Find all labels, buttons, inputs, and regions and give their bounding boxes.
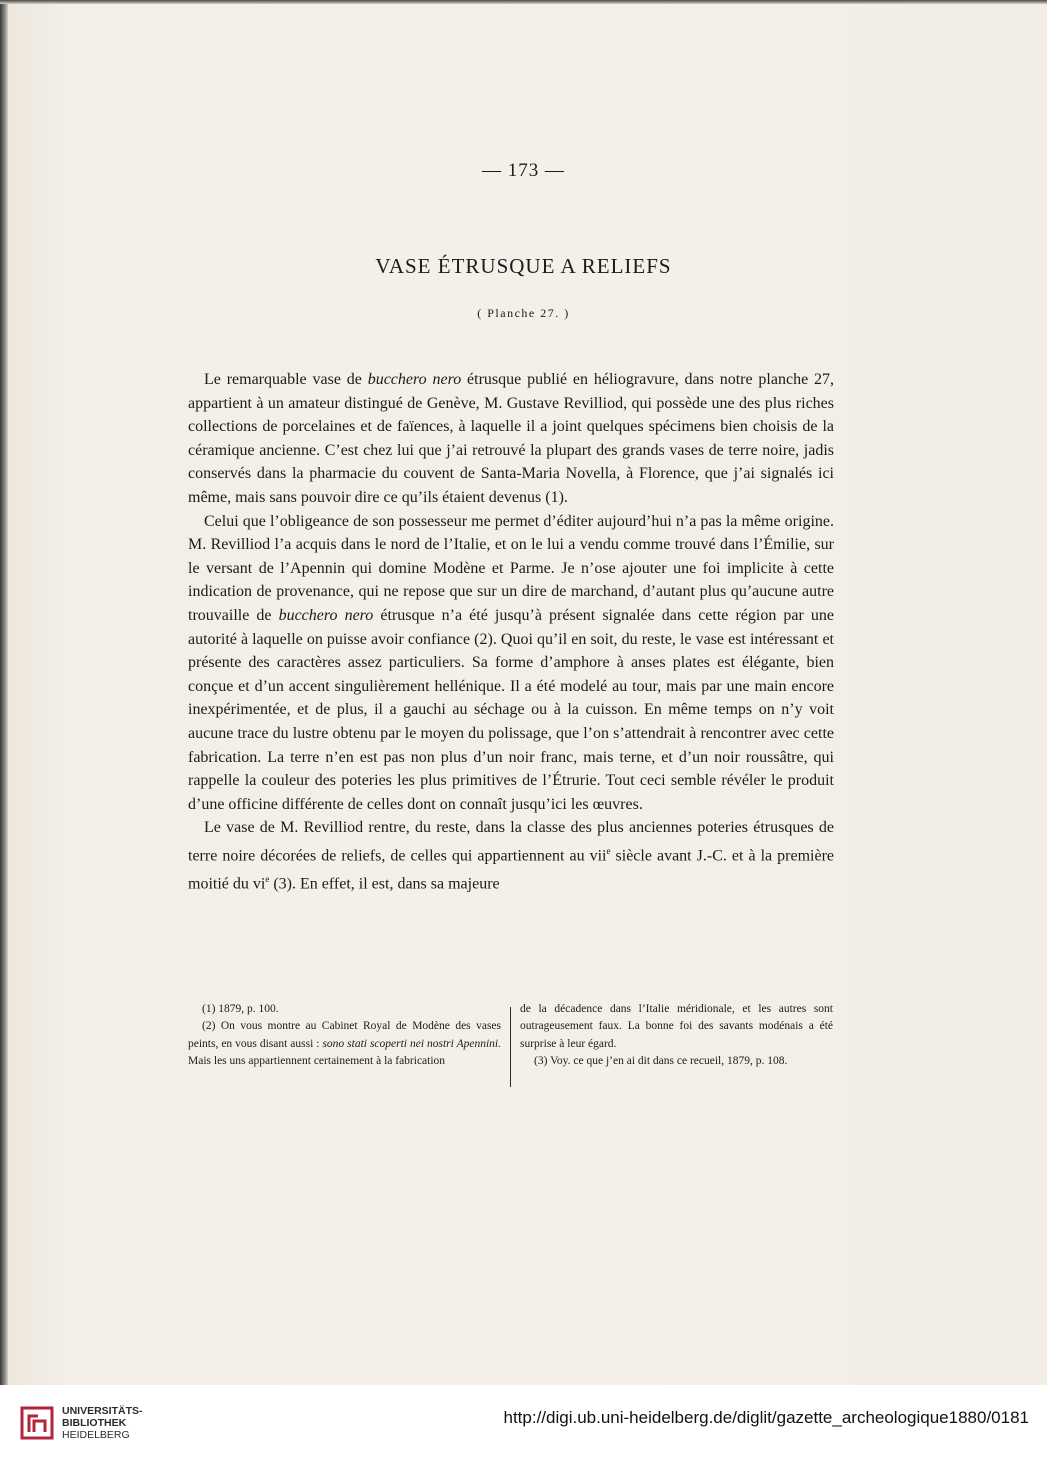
library-footer xyxy=(0,1385,1047,1461)
footnotes-left-column xyxy=(188,1001,501,1087)
text-run: siècle avant J.-C. et à la première moitié du xyxy=(188,847,835,893)
superscript: e xyxy=(606,845,611,856)
footnote-2 xyxy=(188,1018,501,1070)
century-numeral: vii xyxy=(589,847,607,865)
paragraph-3 xyxy=(188,816,834,895)
paragraph-1 xyxy=(188,368,834,510)
superscript: e xyxy=(265,873,270,884)
footnote-3: (3) Voy. ce que j’en ai dit dans ce recueil, 1879, p. 108. xyxy=(534,1055,788,1068)
italic-term: bucchero nero xyxy=(278,606,374,624)
library-name-line-3: HEIDELBERG xyxy=(62,1429,130,1441)
italic-quote: sono stati scoperti nei nostri Apennini. xyxy=(322,1037,501,1050)
text-run: Mais les uns appartiennent certainement à la fabrication xyxy=(188,1055,446,1068)
text-run: (3). En effet, il est, dans sa majeure xyxy=(269,875,500,893)
text-run: Le vase de M. Revilliod rentre, du reste, dans la classe des plus anciennes poteries étrusques de terre noire décorées de reliefs, de celles qui appartiennent au xyxy=(188,819,834,865)
page-number: — 173 — xyxy=(482,160,565,181)
source-url-link[interactable]: http://digi.ub.uni-heidelberg.de/diglit/gazette_archeologique1880/0181 xyxy=(503,1408,1029,1427)
university-library-logo-icon xyxy=(20,1406,54,1440)
scan-edge-left xyxy=(0,0,8,1385)
library-name-line-2: BIBLIOTHEK xyxy=(62,1417,127,1429)
scan-edge-top xyxy=(0,0,1047,4)
text-run: Celui que l’obligeance de son possesseur me permet d’éditer aujourd’hui n’a pas la même origine. M. Revilliod l’a acquis dans le nord de l’Italie, et on le lui a vendu comme trouvé dans l’Émilie, sur le versant de l’Apennin qui domine Modène et Parme. Je n’ose ajouter une foi implicite à cette indication de provenance, qui ne repose que sur un dire de marchand, d’autant plus qu’aucune autre trouvaille de xyxy=(188,512,834,624)
text-run: étrusque publié en héliogravure, dans notre planche 27, appartient à un amateur distingué de Genève, M. Gustave Revilliod, qui possède une des plus riches collections de porcelaines et de faïences, à laquelle il a joint quelques spécimens bien choisis de la céramique ancienne. C’est chez lui que j’ai retrouvé la plupart des grands vases de terre noire, jadis conservés dans la pharmacie du couvent de Santa-Maria Novella, à Florence, que j’ai signalés ici même, mais sans pouvoir dire ce qu’ils étaient devenus (1). xyxy=(188,371,835,506)
text-run: Le remarquable vase de xyxy=(204,371,368,388)
text-run: étrusque n’a été jusqu’à présent signalée dans cette région par une autorité à laquelle on puisse avoir confiance (2). Quoi qu’il en soit, du reste, le vase est intéressant et présente des caractères assez particuliers. Sa forme d’amphore à anses plates est élégante, bien conçue et d’un accent singulièrement hellénique. Il a été modelé au tour, mais par une main encore inexpérimentée, et de plus, il a gauchi au séchage ou à la cuisson. En même temps on n’y voit aucune trace du lustre obtenu par le moyen du polissage, que l’on s’attendrait à rencontrer avec cette fabrication. La terre n’en est pas non plus d’un noir franc, mais terne, et d’un noir roussâtre, qui rappelle la couleur des poteries les plus primitives de l’Étrurie. Tout ceci semble révéler le produit d’une officine différente de celles dont on connaît jusqu’ici les œuvres. xyxy=(188,606,835,813)
paragraph-2 xyxy=(188,510,834,817)
italic-term: bucchero nero xyxy=(367,371,462,388)
footnote-column-divider xyxy=(510,1007,511,1087)
footnote-2-continued: de la décadence dans l’Italie méridionale, et les autres sont outrageusement faux. La bonne foi des savants modénais a été surprise à leur égard. xyxy=(520,1003,833,1050)
footnote-1: (1) 1879, p. 100. xyxy=(202,1003,279,1015)
footnotes xyxy=(188,1001,834,1087)
plate-reference: ( Planche 27. ) xyxy=(477,306,570,320)
article-body xyxy=(188,368,834,896)
library-name-line-1: UNIVERSITÄTS- xyxy=(62,1405,143,1417)
century-numeral: vi xyxy=(252,875,266,893)
text-run: (2) On vous montre au Cabinet Royal de Modène des vases peints, en vous disant aussi : xyxy=(188,1020,501,1050)
library-name xyxy=(62,1405,143,1441)
article-title: VASE ÉTRUSQUE A RELIEFS xyxy=(375,254,672,278)
footnotes-right-column xyxy=(520,1001,833,1087)
